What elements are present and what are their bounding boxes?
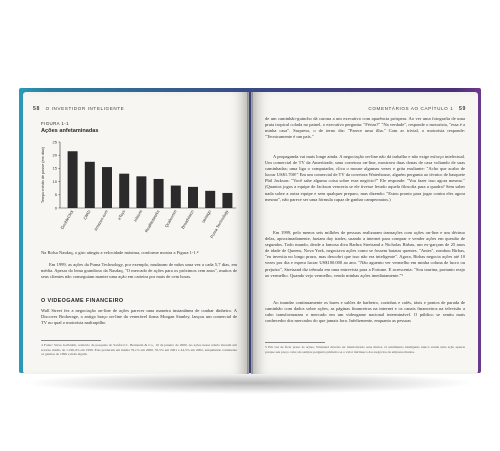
right-footnote: 5 Em vez de ficar preso às ações, Streisand deveria ter interiorizado seus títulos. O sentimento inteligente nunca vende uma ação apenas porque seu preço caiu; ele sempre pergunta primeiro se o valor intrínseco dos negócios da empresa mudou. (265, 345, 465, 354)
y-tick-label: 20 (52, 152, 57, 158)
figure-title: Ações anfetaminadas (41, 128, 99, 134)
x-category-label: CMGI (82, 209, 92, 221)
right-page (251, 92, 478, 374)
x-category-label: Puma Technology (209, 209, 230, 239)
x-category-label: RealNetworks (143, 209, 161, 234)
book-shadow (22, 372, 477, 394)
y-tick-label: 25 (52, 139, 57, 145)
book-gutter (247, 92, 253, 374)
section-heading: O VIDEOGAME FINANCEIRO (41, 298, 124, 304)
y-tick-label: 5 (54, 192, 57, 198)
left-paragraph-3: Wall Street fez a negociação on-line de ações parecer uma maneira instantânea de cunhar dinheiro. A Discover Brokerage, o antigo braço on-line da venerável firma Morgan Stanley, lançou um comercial de TV no qual o motorista maltrapilho (41, 308, 237, 326)
x-category-label: Broadvision (180, 209, 195, 230)
right-running-head (368, 106, 466, 112)
x-category-label: Amazon.com (92, 209, 109, 232)
left-paragraph-1: Na Bolsa Nasdaq, o giro atingiu a velocidade máxima, conforme mostra a Figura 1-1.⁴ (41, 250, 199, 255)
bar (171, 186, 181, 208)
right-footnote-rule (265, 342, 325, 343)
right-paragraph-4: Ao inundar continuamente os bares e salões de barbeiro, cozinhas e cafés, táxis e pontos de parada de caminhão com dados sobre ações, as páginas financeiras na internet e os canais financeiros na televisão a cabo transformaram o mercado em um videogame nacional interminável. O público se sentiu mais conhecedor dos mercados do que jamais fora. Infelizmente, enquanto as pessoas (265, 300, 465, 324)
x-category-label: Qualcomm (163, 209, 178, 229)
x-category-label: DoubleClick (59, 209, 75, 230)
bar (68, 151, 78, 208)
bar (205, 191, 215, 208)
right-paragraph-2: A propaganda vai mais longe ainda. A negociação on-line não dá trabalho e não exige esforço intelectual. Um comercial de TV da Ameritrade, uma corretora on-line, mostrava duas donas de casa voltando de suas caminhadas; uma liga o computador, clica o mouse algumas vezes e grita exultante: "Acho que acabo de lucrar US$1.700!" Em um comercial de TV da corretora Waterhouse, alguém pergunta ao técnico de basquete Phil Jackson: "Você sabe alguma coisa sobre esse negócio?" Ele responde: "Vou fazer isso agora mesmo." (Quantos jogos a equipe de Jackson venceria se ele tivesse levado aquela filosofia para a quadra? Sem saber nada sobre a outra equipe e sem qualquer preparo, mas dizendo: "Estou pronto para jogar contra eles agora mesmo", não parece ser uma fórmula capaz de ganhar campeonatos.) (265, 154, 465, 202)
bar (136, 176, 146, 208)
bar (119, 174, 129, 208)
right-paragraph-1: de um caminhão-guincho dá carona a um executivo com aparência próspera. Ao ver uma fotografia de uma praia tropical colada no painel, o executivo pergunta: "Férias?" "Na verdade", responde o motorista, "essa é a minha casa". Surpreso, o de terno diz: "Parece uma ilha." Com ar trivial, o motorista responde: "Tecnicamente é um país." (265, 116, 465, 140)
x-category-label: eToys (116, 209, 127, 221)
x-category-label: Inktomi (132, 209, 144, 223)
bar (222, 193, 232, 208)
left-footnote-rule (41, 340, 101, 341)
left-page (23, 92, 249, 374)
holding-period-bar-chart (38, 138, 238, 248)
x-category-label: Verisign (200, 209, 213, 224)
bar (188, 187, 198, 208)
y-tick-label: 0 (54, 205, 57, 211)
bar (102, 167, 112, 208)
left-page-number: 58 (33, 106, 40, 112)
left-running-head-title: O INVESTIDOR INTELIGENTE (45, 106, 125, 111)
bar (85, 162, 95, 208)
left-footnote: 4 Fonte: Steve Galbraith, relatório de pesquisa do Sanford C. Bernstein & Co., 10 de janeiro de 2000. As ações nessa tabela tiveram um retorno médio de 1.196,4% em 1999. Elas perderam em média 79,1% em 2000, 35,5% em 2001 e 44,5% em 2002, aniquilando totalmente os ganhos de 1999 e mais algum. (41, 343, 237, 357)
y-tick-label: 15 (52, 165, 57, 171)
left-paragraph-2: Em 1999, as ações da Puma Technology, por exemplo, mudaram de mãos uma vez a cada 5,7 dias, em média. Apesar do lema grandioso da Nasdaq, "O mercado de ações para os próximos cem anos", muitos de seus clientes não conseguiam manter uma ação em carteira por mais de cem horas. (41, 262, 237, 280)
right-page-number: 59 (459, 106, 466, 112)
y-tick-label: 10 (52, 178, 57, 184)
right-paragraph-3: Em 1999, pelo menos seis milhões de pessoas realizaram transações com ações on-line e um décimo delas, aproximadamente, faziam day trades, usando a internet para comprar e vender ações em questão de segundos. Todo mundo, desde a famosa diva Barbra Streisand a Nicholas Birbas, um ex-garçom de 25 anos de idade de Queens, Nova York, negociava ações como se fossem batatas quentes. "Antes", zombou Birbas, "eu investia no longo prazo, mas descobri que isso não era inteligente". Agora, Birbas negocia ações até 10 vezes por dia e espera lucrar US$100.000 ao ano. "Não aguento ver vermelho em minha coluna de lucro ou prejuízo", Streisand diz trêmula em uma entrevista para a Fortune. E acrescenta: "Sou taurina, portanto reajo ao vermelho. Quando vejo vermelho, vendo minhas ações imediatamente."⁵ (265, 230, 465, 278)
y-axis-label: Tempo médio de posse (em dias) (41, 146, 45, 204)
left-running-head (33, 106, 124, 112)
bar (154, 179, 164, 208)
right-running-head-title: COMENTÁRIOS AO CAPÍTULO 1 (368, 106, 454, 111)
figure-label: FIGURA 1-1 (41, 121, 69, 126)
